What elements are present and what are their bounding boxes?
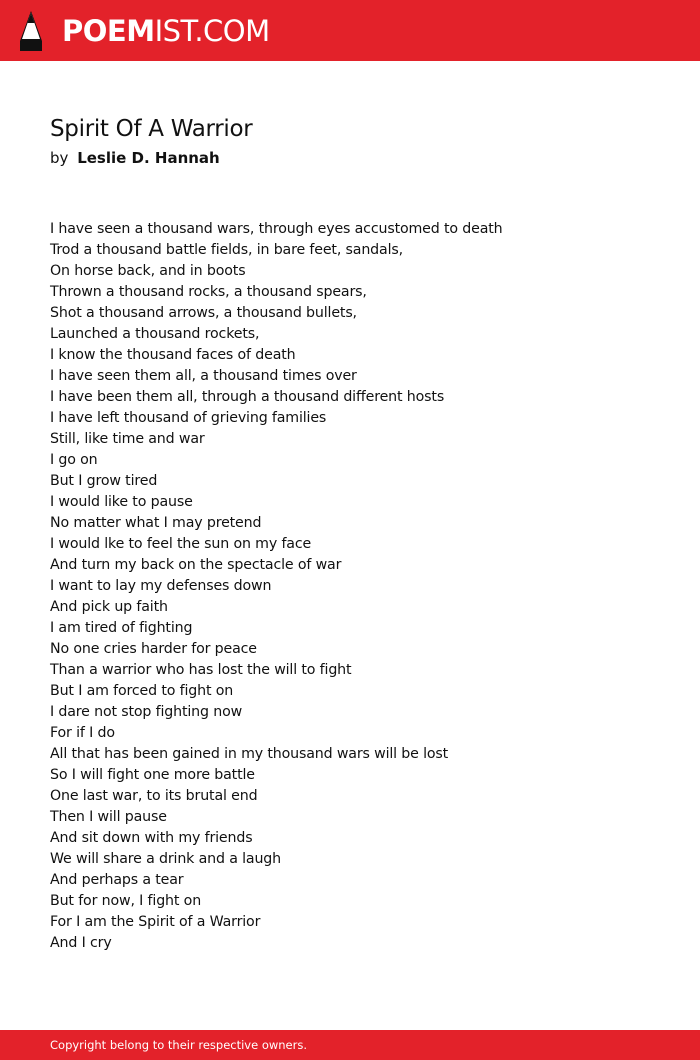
poem-line: All that has been gained in my thousand wars will be lost — [50, 746, 449, 762]
poem-title: Spirit Of A Warrior — [50, 116, 253, 142]
poem-line: But for now, I fight on — [50, 893, 202, 909]
poem-line: Shot a thousand arrows, a thousand bullets, — [50, 305, 357, 321]
poem-line: So I will fight one more battle — [50, 767, 255, 783]
by-label: by — [50, 149, 69, 167]
poem-line: On horse back, and in boots — [50, 263, 246, 279]
poem-line: I have been them all, through a thousand different hosts — [50, 389, 445, 405]
poem-line: Than a warrior who has lost the will to fight — [50, 662, 352, 678]
poem-line: I go on — [50, 452, 98, 468]
logo-bold-text: POEM — [62, 14, 155, 48]
poem-line: Trod a thousand battle fields, in bare feet, sandals, — [50, 242, 403, 258]
poem-line: Still, like time and war — [50, 431, 205, 447]
byline — [50, 149, 220, 167]
poem-line: I have seen a thousand wars, through eyes accustomed to death — [50, 221, 503, 237]
poem-line: One last war, to its brutal end — [50, 788, 258, 804]
poem-line: I know the thousand faces of death — [50, 347, 296, 363]
pencil-tip-icon[interactable] — [18, 11, 44, 51]
logo-light-text: IST.COM — [154, 14, 270, 48]
poem-line: No one cries harder for peace — [50, 641, 257, 657]
poem-line: Then I will pause — [50, 809, 167, 825]
poem-line: Thrown a thousand rocks, a thousand spears, — [50, 284, 367, 300]
copyright-text: Copyright belong to their respective owners. — [50, 1038, 308, 1052]
poem-line: Launched a thousand rockets, — [50, 326, 260, 342]
poem-line: And turn my back on the spectacle of war — [50, 557, 342, 573]
author-name: Leslie D. Hannah — [77, 149, 220, 167]
poem-line: I have left thousand of grieving families — [50, 410, 327, 426]
poem-line: And pick up faith — [50, 599, 168, 615]
poem-line: And I cry — [50, 935, 112, 951]
poem-line: For I am the Spirit of a Warrior — [50, 914, 261, 930]
poem-line: And sit down with my friends — [50, 830, 253, 846]
poem-line: I dare not stop fighting now — [50, 704, 243, 720]
site-header — [0, 0, 700, 61]
poem-line: I want to lay my defenses down — [50, 578, 272, 594]
poem-line: For if I do — [50, 725, 115, 741]
poem-line: I am tired of fighting — [50, 620, 193, 636]
site-footer — [0, 1030, 700, 1060]
poem-line: But I grow tired — [50, 473, 158, 489]
poem-line: But I am forced to fight on — [50, 683, 234, 699]
poem-line: I would like to pause — [50, 494, 193, 510]
poem-line: We will share a drink and a laugh — [50, 851, 281, 867]
poem-line: And perhaps a tear — [50, 872, 184, 888]
poem-line: I have seen them all, a thousand times over — [50, 368, 357, 384]
poem-body — [50, 219, 503, 954]
poem-line: No matter what I may pretend — [50, 515, 262, 531]
site-logo[interactable] — [62, 14, 270, 48]
poem-line: I would lke to feel the sun on my face — [50, 536, 312, 552]
